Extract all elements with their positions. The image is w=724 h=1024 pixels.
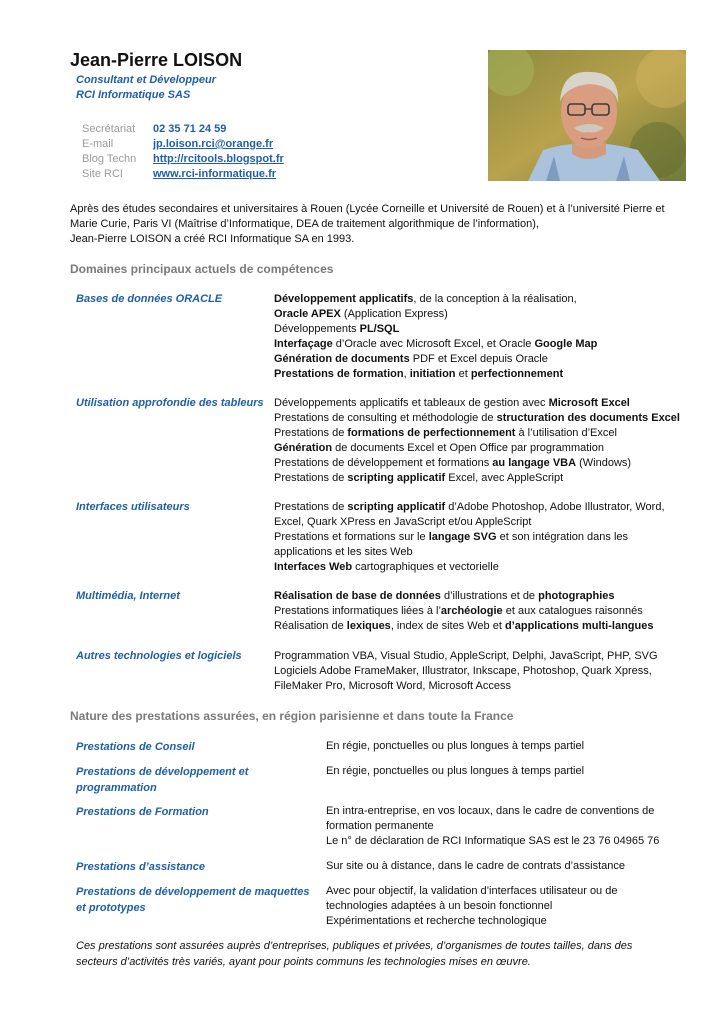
competence-label-autres: Autres technologies et logiciels — [76, 650, 242, 662]
prestation-label-assistance: Prestations d’assistance — [76, 861, 206, 873]
prestation-label-developpement: Prestations de développement et programmation — [76, 766, 249, 794]
prestations-heading: Nature des prestations assurées, en région parisienne et dans toute la France — [70, 709, 514, 723]
competence-desc-multimedia: Réalisation de base de données d’illustrations et de photographies Prestations informatiques liées à l’archéologie et aux catalogues raisonnés Réalisation de lexiques, index de sites Web et d’applications multi-langues — [274, 590, 654, 632]
contact-label-secretariat: Secrétariat — [82, 123, 136, 135]
competences-heading: Domaines principaux actuels de compétences — [70, 262, 334, 276]
intro-paragraph — [70, 202, 690, 247]
contact-site-link[interactable]: www.rci-informatique.fr — [153, 168, 277, 180]
competence-label-multimedia: Multimédia, Internet — [76, 590, 180, 602]
prestation-desc-formation: En intra-entreprise, en vos locaux, dans le cadre de conventions de formation permanente Le n° de déclaration de RCI Informatique SAS est le 23 76 04965 76 — [326, 805, 660, 847]
competence-desc-tableurs: Développements applicatifs et tableaux de gestion avec Microsoft Excel Prestations de consulting et méthodologie de structuration des documents Excel Prestations de formations de perfectionnement à l’utilisation d’Excel Génération de documents Excel et Open Office par programmation Prestations de développement et formations au langage VBA (Windows) Prestations de scripting applicatif Excel, avec AppleScript — [274, 397, 680, 484]
footer-note: Ces prestations sont assurées auprès d’entreprises, publiques et privées, d’organismes de toutes tailles, dans des secteurs d’activités très variés, ayant pour points communs les technologies mises en œuvre. — [76, 940, 633, 968]
contact-label-email: E-mail — [82, 138, 114, 150]
contact-phone: 02 35 71 24 59 — [153, 123, 227, 135]
prestation-desc-developpement: En régie, ponctuelles ou plus longues à temps partiel — [326, 765, 585, 777]
contact-label-blog: Blog Techn — [82, 153, 137, 165]
job-title: Consultant et Développeur — [76, 74, 216, 86]
competence-desc-interfaces: Prestations de scripting applicatif d’Adobe Photoshop, Adobe Illustrator, Word, Excel, Quark XPress en JavaScript et/ou AppleScript Prestations et formations sur le langage SVG et son intégration dans les applications et les sites Web Interfaces Web cartographiques et vectorielle — [274, 501, 665, 573]
competence-desc-oracle: Développement applicatifs, de la conception à la réalisation, Oracle APEX (Application Express) Développements PL/SQL Interfaçage d’Oracle avec Microsoft Excel, et Oracle Google Map Génération de documents PDF et Excel depuis Oracle Prestations de formation, initiation et perfectionnement — [274, 293, 598, 380]
intro-line: Jean-Pierre LOISON a créé RCI Informatique SA en 1993. — [70, 233, 355, 245]
intro-line: Après des études secondaires et universitaires à Rouen (Lycée Corneille et Université de Rouen) et à l’université Pierre et — [70, 203, 665, 215]
portrait-photo — [488, 50, 686, 181]
company-name: RCI Informatique SAS — [76, 89, 191, 101]
prestation-label-conseil: Prestations de Conseil — [76, 741, 195, 753]
prestation-desc-assistance: Sur site ou à distance, dans le cadre de contrats d’assistance — [326, 860, 626, 872]
competence-label-interfaces: Interfaces utilisateurs — [76, 501, 190, 513]
prestation-label-maquettes: Prestations de développement de maquettes et prototypes — [76, 886, 310, 914]
contact-label-site: Site RCI — [82, 168, 123, 180]
competence-label-tableurs: Utilisation approfondie des tableurs — [76, 397, 264, 409]
competence-label-oracle: Bases de données ORACLE — [76, 293, 223, 305]
contact-blog-link[interactable]: http://rcitools.blogspot.fr — [153, 153, 284, 165]
prestation-desc-conseil: En régie, ponctuelles ou plus longues à temps partiel — [326, 740, 585, 752]
intro-line: Marie Curie, Paris VI (Maîtrise d’Informatique, DEA de traitement algorithmique de l’information), — [70, 218, 539, 230]
person-name: Jean-Pierre LOISON — [70, 50, 243, 70]
competence-desc-autres: Programmation VBA, Visual Studio, AppleScript, Delphi, JavaScript, PHP, SVG Logiciels Adobe FrameMaker, Illustrator, Inkscape, Photoshop, Quark Xpress, FileMaker Pro, Microsoft Word, Microsoft Access — [274, 650, 658, 692]
prestation-desc-maquettes: Avec pour objectif, la validation d’interfaces utilisateur ou de technologies adaptées à un besoin fonctionnel Expérimentations et recherche technologique — [326, 885, 618, 927]
contact-email-link[interactable]: jp.loison.rci@orange.fr — [153, 138, 274, 150]
prestation-label-formation: Prestations de Formation — [76, 806, 209, 818]
